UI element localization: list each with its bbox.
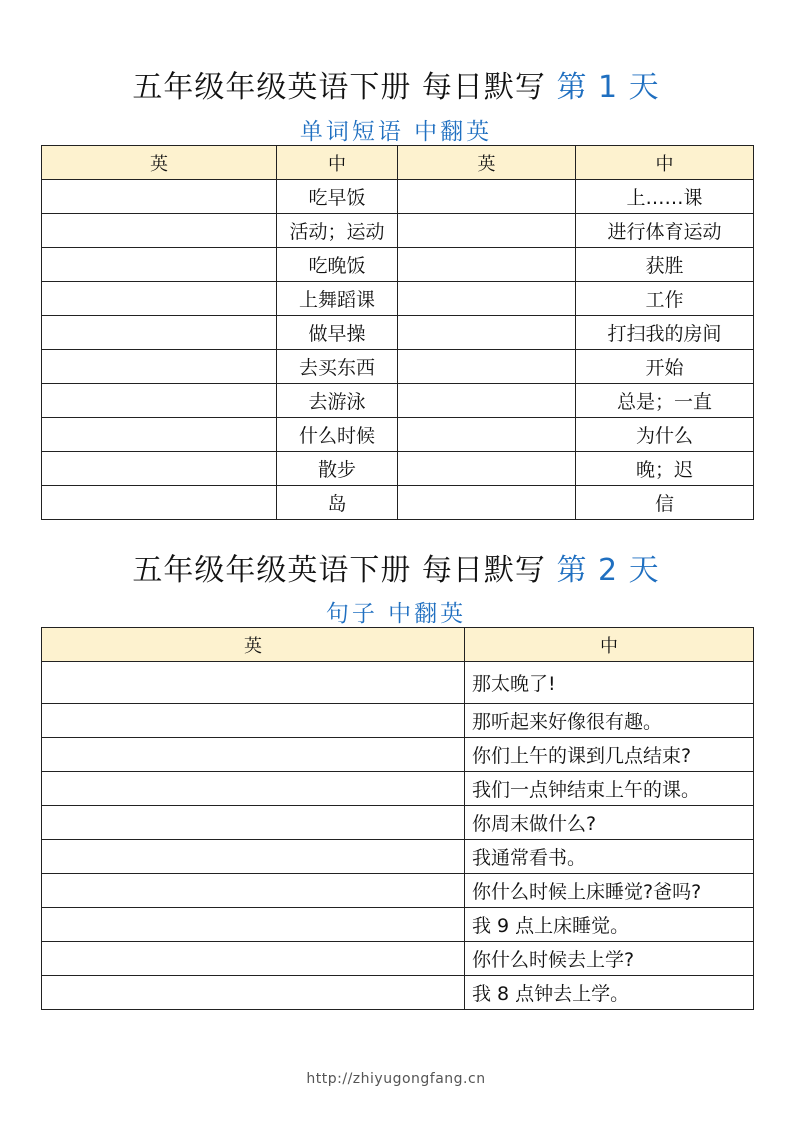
word-cn: 工作 (576, 282, 754, 316)
header-cn: 中 (465, 628, 754, 662)
answer-cell-en[interactable] (42, 908, 465, 942)
answer-cell-en[interactable] (398, 180, 576, 214)
answer-cell-en[interactable] (42, 772, 465, 806)
page-title-day2 (0, 545, 792, 589)
table-row (42, 662, 754, 704)
title-main: 五年级年级英语下册 每日默写 (132, 553, 557, 588)
answer-cell-en[interactable] (42, 976, 465, 1010)
word-cn: 去游泳 (277, 384, 398, 418)
answer-cell-en[interactable] (398, 418, 576, 452)
table-row (42, 874, 754, 908)
answer-cell-en[interactable] (42, 350, 277, 384)
answer-cell-en[interactable] (42, 840, 465, 874)
word-cn: 打扫我的房间 (576, 316, 754, 350)
table-row (42, 976, 754, 1010)
table-header-row (42, 628, 754, 662)
table-row (42, 738, 754, 772)
answer-cell-en[interactable] (42, 806, 465, 840)
table-row (42, 704, 754, 738)
answer-cell-en[interactable] (42, 704, 465, 738)
table-row (42, 384, 754, 418)
header-en: 英 (42, 628, 465, 662)
table-row (42, 908, 754, 942)
answer-cell-en[interactable] (42, 418, 277, 452)
answer-cell-en[interactable] (42, 738, 465, 772)
answer-cell-en[interactable] (42, 180, 277, 214)
table-row (42, 486, 754, 520)
title-main: 五年级年级英语下册 每日默写 (132, 70, 557, 105)
answer-cell-en[interactable] (398, 316, 576, 350)
footer-url: http://zhiyugongfang.cn (306, 1071, 486, 1087)
word-cn: 活动；运动 (277, 214, 398, 248)
sentence-cn: 你什么时候去上学? (465, 942, 754, 976)
vocab-table (41, 145, 754, 520)
header-cn-1: 中 (277, 146, 398, 180)
answer-cell-en[interactable] (42, 248, 277, 282)
sentence-cn: 我们一点钟结束上午的课。 (465, 772, 754, 806)
table-row (42, 316, 754, 350)
answer-cell-en[interactable] (42, 452, 277, 486)
word-cn: 去买东西 (277, 350, 398, 384)
answer-cell-en[interactable] (398, 248, 576, 282)
answer-cell-en[interactable] (398, 486, 576, 520)
page-title-day1 (0, 62, 792, 106)
section-subtitle-day1: 单词短语 中翻英 (299, 119, 493, 145)
table-row (42, 282, 754, 316)
word-cn: 晚；迟 (576, 452, 754, 486)
answer-cell-en[interactable] (42, 486, 277, 520)
word-cn: 上……课 (576, 180, 754, 214)
table-row (42, 214, 754, 248)
section-subtitle-day2: 句子 中翻英 (325, 601, 467, 627)
word-cn: 信 (576, 486, 754, 520)
word-cn: 上舞蹈课 (277, 282, 398, 316)
word-cn: 开始 (576, 350, 754, 384)
answer-cell-en[interactable] (42, 942, 465, 976)
sentence-cn: 我通常看书。 (465, 840, 754, 874)
answer-cell-en[interactable] (42, 874, 465, 908)
word-cn: 做早操 (277, 316, 398, 350)
word-cn: 为什么 (576, 418, 754, 452)
answer-cell-en[interactable] (398, 214, 576, 248)
table-row (42, 452, 754, 486)
word-cn: 进行体育运动 (576, 214, 754, 248)
table-row (42, 806, 754, 840)
sentence-table (41, 627, 754, 1010)
answer-cell-en[interactable] (398, 350, 576, 384)
word-cn: 散步 (277, 452, 398, 486)
sentence-cn: 那太晚了! (465, 662, 754, 704)
header-en-1: 英 (42, 146, 277, 180)
word-cn: 吃晚饭 (277, 248, 398, 282)
table-row (42, 942, 754, 976)
sentence-cn: 你什么时候上床睡觉?爸吗? (465, 874, 754, 908)
answer-cell-en[interactable] (398, 452, 576, 486)
table-row (42, 840, 754, 874)
table-row (42, 180, 754, 214)
sentence-cn: 你们上午的课到几点结束? (465, 738, 754, 772)
word-cn: 获胜 (576, 248, 754, 282)
header-en-2: 英 (398, 146, 576, 180)
table-header-row (42, 146, 754, 180)
answer-cell-en[interactable] (42, 384, 277, 418)
table-row (42, 350, 754, 384)
answer-cell-en[interactable] (42, 662, 465, 704)
answer-cell-en[interactable] (398, 282, 576, 316)
header-cn-2: 中 (576, 146, 754, 180)
answer-cell-en[interactable] (42, 214, 277, 248)
title-day-number: 第 1 天 (556, 70, 660, 105)
answer-cell-en[interactable] (398, 384, 576, 418)
table-row (42, 772, 754, 806)
word-cn: 岛 (277, 486, 398, 520)
word-cn: 什么时候 (277, 418, 398, 452)
sentence-cn: 我 8 点钟去上学。 (465, 976, 754, 1010)
sentence-cn: 那听起来好像很有趣。 (465, 704, 754, 738)
sentence-cn: 我 9 点上床睡觉。 (465, 908, 754, 942)
answer-cell-en[interactable] (42, 316, 277, 350)
sentence-cn: 你周末做什么? (465, 806, 754, 840)
table-row (42, 418, 754, 452)
title-day-number: 第 2 天 (556, 553, 660, 588)
word-cn: 总是；一直 (576, 384, 754, 418)
answer-cell-en[interactable] (42, 282, 277, 316)
table-row (42, 248, 754, 282)
word-cn: 吃早饭 (277, 180, 398, 214)
